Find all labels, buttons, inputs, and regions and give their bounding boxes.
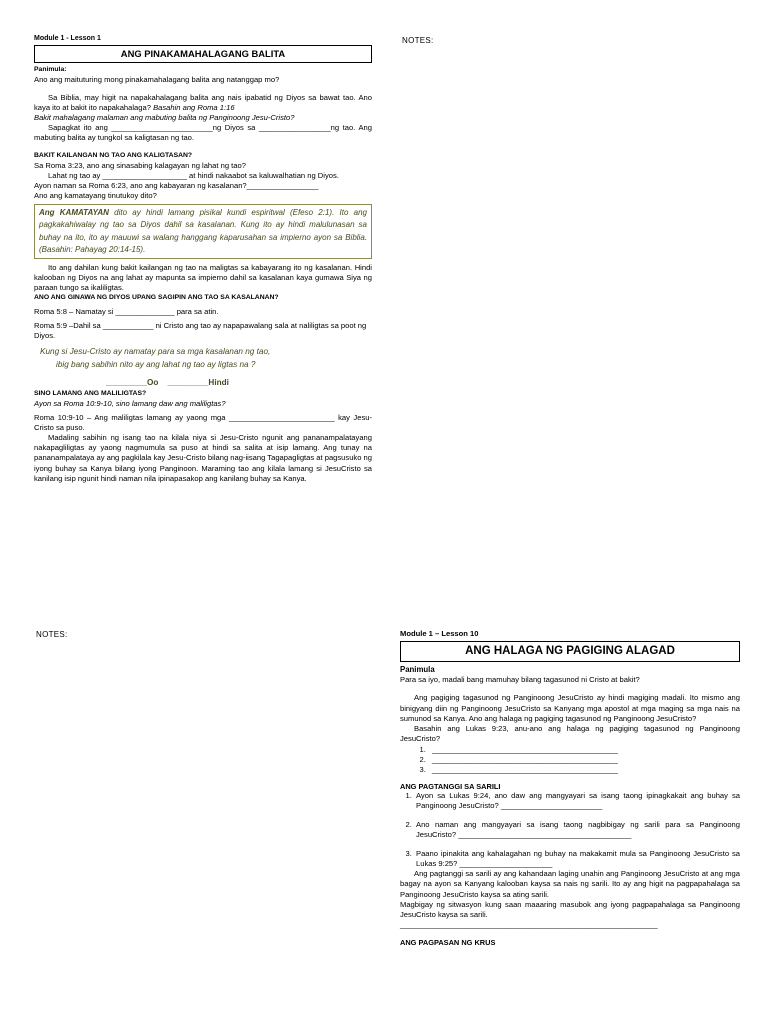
callout-keyword: Ang KAMATAYAN [39, 207, 109, 217]
reflection-question-line: ibig bang sabihin nito ay ang lahat ng tao ay ligtas na ? [56, 360, 256, 370]
list-item: 3. ____________________________________________ [428, 765, 740, 775]
lesson-title: ANG PINAKAMAHALAGANG BALITA [34, 45, 372, 62]
yes-no-answer-row: _________Oo _________Hindi [106, 377, 229, 387]
paragraph-1: Ang pagiging tagasunod ng Panginoong JesuCristo ay hindi magiging madali. Ito mismo ang binigyang diin ng Panginoong JesuCristo sa Kanyang mga apostol at mga maging sa mga nais na sumunod sa Kanya. Ano ang halaga ng pagiging tagasunod ng Panginoong JesuCristo? [400, 693, 740, 723]
bottom-left-notes-label: NOTES: [36, 630, 68, 639]
paragraph-4: Ito ang dahilan kung bakit kailangan ng tao na maligtas sa kabayarang ito ng kasalanan. Hindi kalooban ng Diyos na ang lahat ay mapunta sa impierno dahil sa kasalanan kaya gumawa Siya ng paraan tungo sa ikaliligtas. [34, 263, 372, 293]
text-line: Lahat ng tao ay ____________________ at hindi nakaabot sa kaluwalhatian ng Diyos. [48, 170, 339, 180]
top-right-notes-label: NOTES: [402, 36, 434, 45]
list-item: 2. Ano naman ang mangyayari sa isang taong nagbibigay ng sarili para sa Panginoong JesuCristo? _________________________________________ [414, 820, 740, 840]
paragraph-3: Ang pagtanggi sa sarili ay ang kahandaan laging unahin ang Panginoong JesuCristo at ang mga bagay na ayon sa Kanyang kalooban kaysa sa nais ng sarili. Ito ay ang higit na pagpapahalaga sa Panginoong JesuCristo kaysa sa ating sarili. [400, 869, 740, 899]
list-item: 1. ____________________________________________ [428, 745, 740, 755]
panimula-heading: Panimula [400, 665, 435, 675]
text-line: Ayon sa Roma 10:9-10, sino lamang daw ang maliligtas? [34, 399, 226, 409]
answer-line: _____________________________________________________________ [400, 919, 658, 929]
spacer [400, 930, 740, 938]
paragraph-5: Madaling sabihin ng isang tao na kilala niya si Jesu-Cristo ngunit ang pananampalatayang nakapagliligtas ay yaong nagmumula sa puso at hindi sa salita at isip lamang. Ang tunay na pananampalataya ay ang pagkilala kay Jesu-Cristo bilang nag-iisang Tagapagligtas at pagsusuko ng iyong buhay sa Kanya bilang iyong Panginoon. Maraming tao ang kilala lamang si JesuCristo sa kanilang isip ngunit hindi naman nila ipinapasakop ang kanilang buhay sa Kanya. [34, 433, 373, 483]
top-left-page [34, 34, 372, 484]
text-line: Ano ang kamatayang tinutukoy dito? [34, 190, 157, 200]
paragraph-1-ref: Basahin ang Roma 1:16 [153, 102, 235, 112]
callout-text: dito ay hindi lamang pisikal kundi espiritwal (Efeso 2:1). Ito ang pagkakahiwalay ng tao sa Diyos dahil sa kasalanan. Kung ito ay hindi malulunasan sa buhay na ito, ito ay mauuwi sa walang hanggang kaparusahan sa impierno ayon sa Biblia. (Basahin: Pahayag 20:14-15). [39, 207, 367, 254]
spacer [34, 143, 372, 151]
text-line: Roma 5:8 – Namatay si ______________ para sa atin. [34, 307, 219, 317]
list-item: 2. ____________________________________________ [428, 755, 740, 765]
text-line: Roma 10:9-10 – Ang maliligtas lamang ay yaong mga _________________________ kay Jesu-Cristo sa puso. [34, 413, 372, 433]
paragraph-3: Sapagkat ito ang ________________________ng Diyos sa _________________ng tao. Ang mabuting balita ay tungkol sa kaligtasan ng tao. [34, 122, 372, 142]
intro-question: Para sa iyo, madali bang mamuhay bilang tagasunod ni Cristo at bakit? [400, 675, 640, 685]
spacer [400, 685, 740, 693]
answer-lines-list [400, 745, 740, 775]
bottom-right-page [400, 629, 740, 947]
intro-question: Ano ang maituturing mong pinakamahalagang balita ang natanggap mo? [34, 74, 280, 84]
text-line: Ayon naman sa Roma 6:23, ano ang kabayaran ng kasalanan?_________________ [34, 180, 319, 190]
section-heading: BAKIT KAILANGAN NG TAO ANG KALIGTASAN? [34, 151, 193, 159]
spacer [34, 85, 372, 93]
list-item: 3. Paano ipinakita ang kahalagahan ng buhay na makakamit mula sa Panginoong JesuCristo sa Lukas 9:25? ______________________ [414, 849, 740, 869]
text-line: Sa Roma 3:23, ano ang sinasabing kalagayan ng lahat ng tao? [34, 160, 246, 170]
kamatayan-callout-box [34, 204, 372, 260]
paragraph-4: Magbigay ng sitwasyon kung saan maaaring masubok ang iyong pagpapahalaga sa Panginoong JesuCristo kaysa sa sarili. [400, 899, 740, 919]
text-line: Roma 5:9 –Dahil sa ____________ ni Cristo ang tao ay napapawalang sala at naliligtas sa poot ng Diyos. [34, 321, 367, 341]
section-heading: ANG PAGTANGGI SA SARILI [400, 781, 501, 791]
module-label: Module 1 – Lesson 10 [400, 629, 479, 638]
module-label: Module 1 - Lesson 1 [34, 35, 101, 42]
reflection-question-line: Kung si Jesu-Cristo ay namatay para sa mga kasalanan ng tao, [40, 347, 271, 357]
paragraph-1 [34, 93, 372, 113]
section-heading: SINO LAMANG ANG MALILIGTAS? [34, 390, 147, 398]
paragraph-2: Basahin ang Lukas 9:23, anu-ano ang halaga ng pagiging tagasunod ng Panginoong JesuCristo? [400, 723, 740, 743]
question-list [400, 791, 740, 869]
section-heading: ANG PAGPASAN NG KRUS [400, 937, 496, 947]
paragraph-2: Bakit mahalagang malaman ang mabuting balita ng Panginoong Jesu-Cristo? [34, 112, 295, 122]
paragraph-1-text: Sa Biblia, may higit na napakahalagang balita ang nais ipabatid ng Diyos sa bawat tao. Ano kaya ito at bakit ito napakahalaga? [34, 92, 372, 112]
lesson-title: ANG HALAGA NG PAGIGING ALAGAD [400, 641, 740, 662]
panimula-heading: Panimula: [34, 65, 67, 73]
section-heading: ANO ANG GINAWA NG DIYOS UPANG SAGIPIN ANG TAO SA KASALANAN? [34, 294, 279, 302]
list-item: 1. Ayon sa Lukas 9:24, ano daw ang mangyayari sa isang taong ipinagkakait ang buhay sa Panginoong JesuCristo? ________________________ [414, 791, 740, 811]
